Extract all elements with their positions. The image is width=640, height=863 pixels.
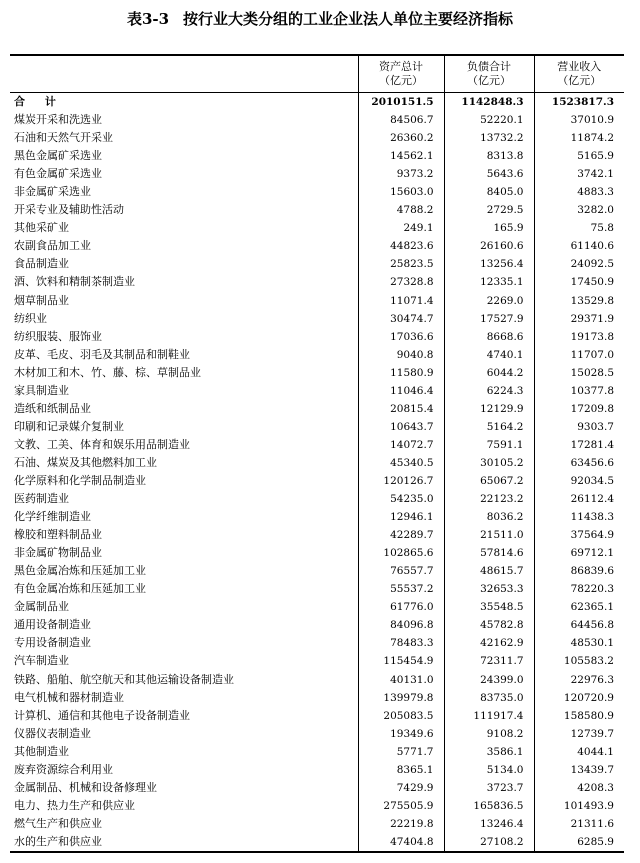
- table-row: [10, 797, 624, 815]
- revenue-value: 37010.9: [534, 111, 624, 129]
- assets-value: 17036.6: [358, 328, 444, 346]
- revenue-value: 29371.9: [534, 310, 624, 328]
- industry-name: 有色金属冶炼和压延加工业: [14, 582, 146, 596]
- liabilities-value: 32653.3: [444, 580, 534, 598]
- liabilities-value: 8405.0: [444, 183, 534, 201]
- liabilities-value: 9108.2: [444, 725, 534, 743]
- liabilities-value: 27108.2: [444, 833, 534, 852]
- table-title: 按行业大类分组的工业企业法人单位主要经济指标: [183, 10, 514, 28]
- table-row: [10, 129, 624, 147]
- assets-value: 2010151.5: [358, 93, 444, 112]
- industry-name: 造纸和纸制品业: [14, 401, 91, 415]
- liabilities-value: 3723.7: [444, 779, 534, 797]
- liabilities-value: 165836.5: [444, 797, 534, 815]
- assets-value: 20815.4: [358, 400, 444, 418]
- revenue-value: 37564.9: [534, 526, 624, 544]
- liabilities-value: 22123.2: [444, 490, 534, 508]
- revenue-value: 22976.3: [534, 671, 624, 689]
- assets-value: 249.1: [358, 219, 444, 237]
- table-row: [10, 310, 624, 328]
- industry-name: 其他采矿业: [14, 221, 69, 235]
- industry-name: 医药制造业: [14, 492, 69, 506]
- liabilities-value: 4740.1: [444, 346, 534, 364]
- industry-name: 化学纤维制造业: [14, 510, 91, 524]
- assets-value: 9040.8: [358, 346, 444, 364]
- table-row: [10, 689, 624, 707]
- assets-value: 8365.1: [358, 761, 444, 779]
- revenue-value: 158580.9: [534, 707, 624, 725]
- revenue-value: 4208.3: [534, 779, 624, 797]
- revenue-value: 1523817.3: [534, 93, 624, 112]
- assets-value: 14562.1: [358, 147, 444, 165]
- industry-name: 农副食品加工业: [14, 239, 91, 253]
- liabilities-value: 2269.0: [444, 292, 534, 310]
- industry-name: 石油、煤炭及其他燃料加工业: [14, 455, 157, 469]
- liabilities-value: 72311.7: [444, 652, 534, 670]
- assets-value: 78483.3: [358, 634, 444, 652]
- industry-name: 非金属矿物制品业: [14, 546, 102, 560]
- table-row: [10, 580, 624, 598]
- assets-value: 15603.0: [358, 183, 444, 201]
- assets-value: 61776.0: [358, 598, 444, 616]
- industry-name: 皮革、毛皮、羽毛及其制品和制鞋业: [14, 347, 190, 361]
- column-header-label: 资产总计: [379, 60, 423, 73]
- liabilities-value: 24399.0: [444, 671, 534, 689]
- industry-name: 非金属矿采选业: [14, 185, 91, 199]
- revenue-value: 11438.3: [534, 508, 624, 526]
- table-row: [10, 328, 624, 346]
- revenue-value: 120720.9: [534, 689, 624, 707]
- table-row: [10, 815, 624, 833]
- liabilities-value: 26160.6: [444, 237, 534, 255]
- revenue-value: 3282.0: [534, 201, 624, 219]
- assets-value: 84506.7: [358, 111, 444, 129]
- statistics-table: [10, 54, 624, 853]
- industry-name: 煤炭开采和洗选业: [14, 113, 102, 127]
- table-header-row: [10, 55, 624, 93]
- revenue-value: 9303.7: [534, 418, 624, 436]
- revenue-value: 75.8: [534, 219, 624, 237]
- assets-value: 84096.8: [358, 616, 444, 634]
- assets-value: 275505.9: [358, 797, 444, 815]
- revenue-value: 105583.2: [534, 652, 624, 670]
- liabilities-value: 6224.3: [444, 382, 534, 400]
- table-row: [10, 255, 624, 273]
- table-row: [10, 634, 624, 652]
- table-row: [10, 364, 624, 382]
- revenue-value: 63456.6: [534, 454, 624, 472]
- revenue-value: 64456.8: [534, 616, 624, 634]
- table-row: [10, 562, 624, 580]
- industry-name: 文教、工美、体育和娱乐用品制造业: [14, 437, 190, 451]
- table-row: [10, 671, 624, 689]
- assets-value: 10643.7: [358, 418, 444, 436]
- revenue-value: 10377.8: [534, 382, 624, 400]
- liabilities-value: 21511.0: [444, 526, 534, 544]
- table-row: [10, 743, 624, 761]
- assets-value: 25823.5: [358, 255, 444, 273]
- assets-value: 12946.1: [358, 508, 444, 526]
- industry-name: 家具制造业: [14, 383, 69, 397]
- industry-name: 酒、饮料和精制茶制造业: [14, 275, 135, 289]
- table-row: [10, 472, 624, 490]
- assets-value: 14072.7: [358, 436, 444, 454]
- revenue-value: 11874.2: [534, 129, 624, 147]
- industry-name: 水的生产和供应业: [10, 833, 358, 852]
- assets-value: 47404.8: [358, 833, 444, 852]
- revenue-value: 21311.6: [534, 815, 624, 833]
- liabilities-value: 30105.2: [444, 454, 534, 472]
- table-row: [10, 346, 624, 364]
- table-row: [10, 201, 624, 219]
- liabilities-value: 165.9: [444, 219, 534, 237]
- table-row: [10, 183, 624, 201]
- assets-value: 55537.2: [358, 580, 444, 598]
- revenue-value: 17450.9: [534, 273, 624, 291]
- revenue-value: 17209.8: [534, 400, 624, 418]
- table-row-total: [10, 93, 624, 112]
- assets-value: 44823.6: [358, 237, 444, 255]
- assets-value: 9373.2: [358, 165, 444, 183]
- revenue-value: 61140.6: [534, 237, 624, 255]
- column-header-label: 营业收入: [557, 60, 602, 73]
- assets-value: 45340.5: [358, 454, 444, 472]
- liabilities-value: 17527.9: [444, 310, 534, 328]
- revenue-value: 13439.7: [534, 761, 624, 779]
- table-row: [10, 147, 624, 165]
- table-row: [10, 436, 624, 454]
- assets-value: 40131.0: [358, 671, 444, 689]
- liabilities-value: 5643.6: [444, 165, 534, 183]
- assets-value: 54235.0: [358, 490, 444, 508]
- liabilities-value: 8036.2: [444, 508, 534, 526]
- revenue-value: 24092.5: [534, 255, 624, 273]
- industry-name: 汽车制造业: [14, 654, 69, 668]
- table-row: [10, 382, 624, 400]
- liabilities-value: 45782.8: [444, 616, 534, 634]
- revenue-value: 62365.1: [534, 598, 624, 616]
- revenue-value: 19173.8: [534, 328, 624, 346]
- industry-name: 黑色金属矿采选业: [14, 149, 102, 163]
- industry-name: 专用设备制造业: [14, 636, 91, 650]
- liabilities-value: 42162.9: [444, 634, 534, 652]
- liabilities-value: 65067.2: [444, 472, 534, 490]
- table-body: [10, 93, 624, 852]
- table-row: [10, 237, 624, 255]
- liabilities-value: 1142848.3: [444, 93, 534, 112]
- liabilities-value: 57814.6: [444, 544, 534, 562]
- industry-name: 黑色金属冶炼和压延加工业: [14, 564, 146, 578]
- assets-value: 11580.9: [358, 364, 444, 382]
- table-row: [10, 544, 624, 562]
- table-row: [10, 454, 624, 472]
- table-row: [10, 707, 624, 725]
- revenue-value: 86839.6: [534, 562, 624, 580]
- liabilities-value: 5164.2: [444, 418, 534, 436]
- revenue-value: 4883.3: [534, 183, 624, 201]
- column-header-assets: [358, 55, 444, 93]
- assets-value: 120126.7: [358, 472, 444, 490]
- revenue-value: 5165.9: [534, 147, 624, 165]
- liabilities-value: 13256.4: [444, 255, 534, 273]
- industry-name: 仪器仪表制造业: [14, 726, 91, 740]
- liabilities-value: 83735.0: [444, 689, 534, 707]
- revenue-value: 12739.7: [534, 725, 624, 743]
- revenue-value: 3742.1: [534, 165, 624, 183]
- assets-value: 19349.6: [358, 725, 444, 743]
- revenue-value: 92034.5: [534, 472, 624, 490]
- industry-name: 燃气生产和供应业: [14, 816, 102, 830]
- column-header-revenue: [534, 55, 624, 93]
- revenue-value: 69712.1: [534, 544, 624, 562]
- assets-value: 4788.2: [358, 201, 444, 219]
- assets-value: 139979.8: [358, 689, 444, 707]
- table-row: [10, 418, 624, 436]
- table-row: [10, 598, 624, 616]
- revenue-value: 101493.9: [534, 797, 624, 815]
- table-number: 表3-3: [126, 10, 170, 28]
- liabilities-value: 52220.1: [444, 111, 534, 129]
- assets-value: 27328.8: [358, 273, 444, 291]
- assets-value: 22219.8: [358, 815, 444, 833]
- revenue-value: 17281.4: [534, 436, 624, 454]
- assets-value: 26360.2: [358, 129, 444, 147]
- assets-value: 7429.9: [358, 779, 444, 797]
- revenue-value: 13529.8: [534, 292, 624, 310]
- revenue-value: 15028.5: [534, 364, 624, 382]
- table-row: [10, 111, 624, 129]
- revenue-value: 11707.0: [534, 346, 624, 364]
- liabilities-value: 2729.5: [444, 201, 534, 219]
- assets-value: 115454.9: [358, 652, 444, 670]
- column-header-industry: [10, 55, 358, 93]
- table-row: [10, 292, 624, 310]
- liabilities-value: 6044.2: [444, 364, 534, 382]
- table-row: [10, 508, 624, 526]
- liabilities-value: 8668.6: [444, 328, 534, 346]
- industry-name: 其他制造业: [14, 744, 69, 758]
- industry-name: 通用设备制造业: [14, 618, 91, 632]
- liabilities-value: 3586.1: [444, 743, 534, 761]
- industry-name: 金属制品、机械和设备修理业: [14, 780, 157, 794]
- table-row: [10, 400, 624, 418]
- industry-name: 废弃资源综合利用业: [14, 762, 113, 776]
- industry-name: 化学原料和化学制品制造业: [14, 474, 146, 487]
- assets-value: 102865.6: [358, 544, 444, 562]
- column-header-unit: （亿元）: [379, 74, 423, 87]
- assets-value: 76557.7: [358, 562, 444, 580]
- revenue-value: 26112.4: [534, 490, 624, 508]
- assets-value: 205083.5: [358, 707, 444, 725]
- liabilities-value: 13246.4: [444, 815, 534, 833]
- liabilities-value: 35548.5: [444, 598, 534, 616]
- liabilities-value: 13732.2: [444, 129, 534, 147]
- table-row: [10, 833, 624, 852]
- table-row: [10, 219, 624, 237]
- table-row: [10, 273, 624, 291]
- revenue-value: 48530.1: [534, 634, 624, 652]
- table-row: [10, 779, 624, 797]
- assets-value: 5771.7: [358, 743, 444, 761]
- industry-name: 合 计: [14, 95, 64, 109]
- industry-name: 有色金属矿采选业: [14, 167, 102, 181]
- industry-name: 石油和天然气开采业: [14, 131, 113, 145]
- column-header-unit: （亿元）: [557, 74, 602, 87]
- assets-value: 30474.7: [358, 310, 444, 328]
- column-header-label: 负债合计: [467, 60, 511, 73]
- revenue-value: 4044.1: [534, 743, 624, 761]
- industry-name: 纺织服装、服饰业: [14, 329, 102, 343]
- industry-name: 印刷和记录媒介复制业: [14, 419, 124, 433]
- assets-value: 11046.4: [358, 382, 444, 400]
- industry-name: 烟草制品业: [14, 293, 69, 307]
- table-row: [10, 616, 624, 634]
- revenue-value: 78220.3: [534, 580, 624, 598]
- page-title: [0, 10, 640, 28]
- industry-name: 电力、热力生产和供应业: [14, 798, 135, 812]
- industry-name: 橡胶和塑料制品业: [14, 528, 102, 542]
- table-row: [10, 526, 624, 544]
- liabilities-value: 12129.9: [444, 400, 534, 418]
- industry-name: 电气机械和器材制造业: [14, 690, 124, 704]
- industry-name: 木材加工和木、竹、藤、棕、草制品业: [14, 365, 201, 379]
- industry-name: 铁路、船舶、航空航天和其他运输设备制造业: [14, 672, 234, 686]
- industry-name: 计算机、通信和其他电子设备制造业: [14, 708, 190, 722]
- liabilities-value: 8313.8: [444, 147, 534, 165]
- table-row: [10, 761, 624, 779]
- assets-value: 11071.4: [358, 292, 444, 310]
- liabilities-value: 12335.1: [444, 273, 534, 291]
- revenue-value: 6285.9: [534, 833, 624, 852]
- industry-name: 金属制品业: [14, 600, 69, 614]
- column-header-liabilities: [444, 55, 534, 93]
- liabilities-value: 5134.0: [444, 761, 534, 779]
- industry-name: 食品制造业: [14, 257, 69, 271]
- table-row: [10, 652, 624, 670]
- column-header-unit: （亿元）: [467, 74, 511, 87]
- table-row: [10, 490, 624, 508]
- table-row: [10, 725, 624, 743]
- assets-value: 42289.7: [358, 526, 444, 544]
- industry-name: 纺织业: [14, 311, 47, 325]
- industry-name: 开采专业及辅助性活动: [14, 203, 124, 217]
- table-row: [10, 165, 624, 183]
- liabilities-value: 48615.7: [444, 562, 534, 580]
- liabilities-value: 111917.4: [444, 707, 534, 725]
- liabilities-value: 7591.1: [444, 436, 534, 454]
